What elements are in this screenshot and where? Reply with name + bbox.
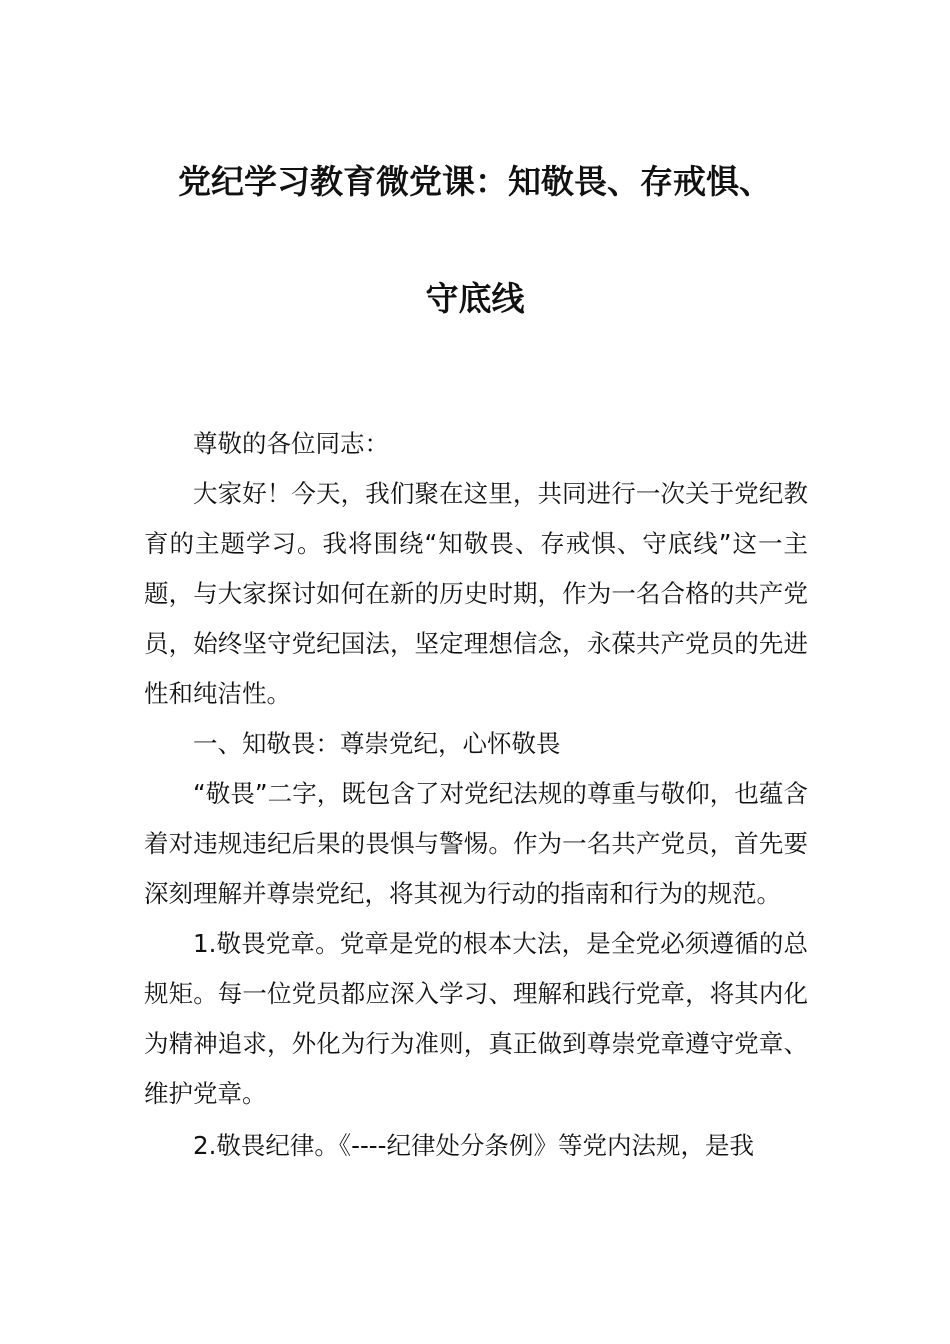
paragraph-awe: “敬畏”二字，既包含了对党纪法规的尊重与敬仰，也蕴含着对违规违纪后果的畏惧与警惕。作为一名共产党员，首先要深刻理解并尊崇党纪，将其视为行动的指南和行为的规范。 xyxy=(144,779,808,908)
paragraph-item-1: 1.敬畏党章。党章是党的根本大法，是全党必须遵循的总规矩。每一位党员都应深入学习、理解和践行党章，将其内化为精神追求，外化为行为准则，真正做到尊崇党章遵守党章、维护党章。 xyxy=(144,929,808,1108)
document-title-line-1: 党纪学习教育微党课：知敬畏、存戒惧、 xyxy=(178,162,772,201)
paragraph-intro: 大家好！今天，我们聚在这里，共同进行一次关于党纪教育的主题学习。我将围绕“知敬畏、存戒惧、守底线”这一主题，与大家探讨如何在新的历史时期，作为一名合格的共产党员，始终坚守党纪国法，坚定理想信念，永葆共产党员的先进性和纯洁性。 xyxy=(144,479,808,708)
document-title-line-2: 守底线 xyxy=(425,279,525,318)
section-heading-1: 一、知敬畏：尊崇党纪，心怀敬畏 xyxy=(193,729,561,758)
paragraph-item-2: 2.敬畏纪律。《----纪律处分条例》等党内法规，是我 xyxy=(193,1131,754,1160)
salutation: 尊敬的各位同志： xyxy=(193,429,389,458)
document-body xyxy=(144,419,808,1171)
